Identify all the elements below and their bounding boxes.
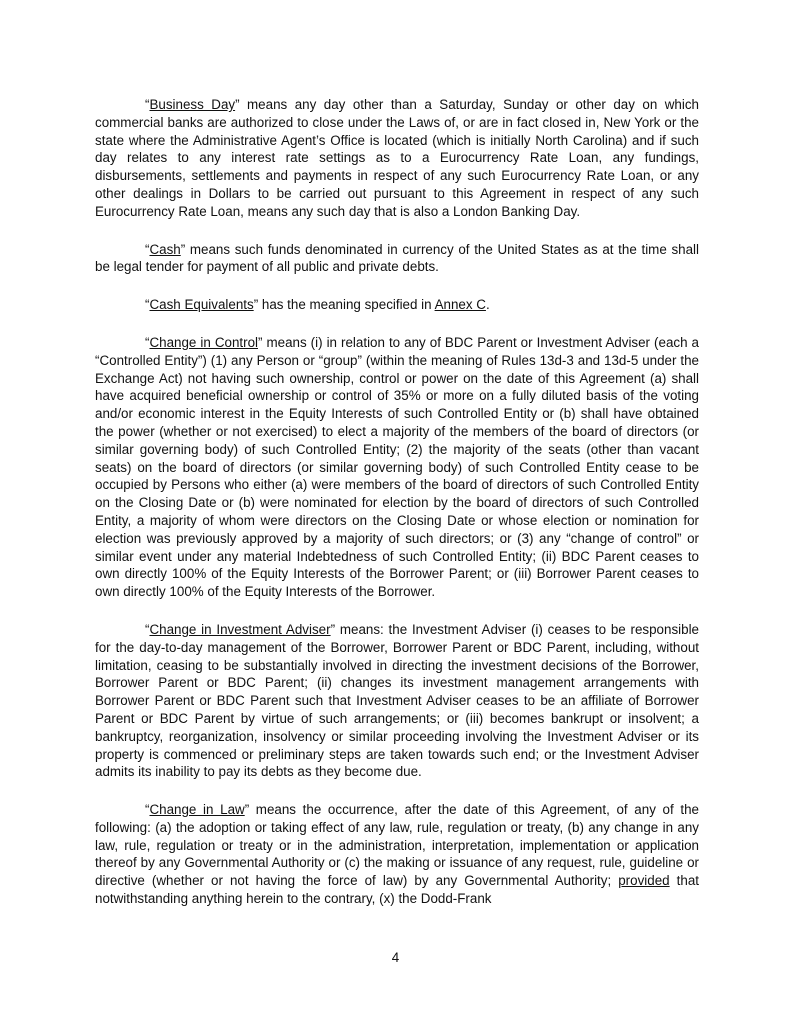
document-page xyxy=(95,96,699,928)
definition-text: ” has the meaning specified in xyxy=(253,297,435,313)
defined-term: Change in Investment Adviser xyxy=(149,621,331,637)
definition-cash: “Cash” means such funds denominated in currency of the United States as at the time shall be legal tender for payment of all public and private debts. xyxy=(95,241,699,275)
defined-term: Cash Equivalents xyxy=(149,297,254,313)
definition-text: ” means (i) in relation to any of BDC Parent or Investment Adviser (each a “Controlled Entity”) (1) any Person or “group” (within the meaning of Rules 13d-3 and 13d-5 under the Exchange Act) not having such ownership, control or power on the date of this Agreement (a) shall have acquired beneficial ownership or control of 35% or more on a fully diluted basis of the voting and/or economic interest in the Equity Interests of such Controlled Entity or (b) shall have obtained the power (whether or not exercised) to elect a majority of the members of the board of directors (or similar governing body) of such Controlled Entity; (2) the majority of the seats (other than vacant seats) on the board of directors (or similar governing body) of such Controlled Entity cease to be occupied by Persons who either (a) were members of the board of directors of such Controlled Entity on the Closing Date or (b) were nominated for election by the board of directors of such Controlled Entity, a majority of whom were directors on the Closing Date or whose election or nomination for election was previously approved by a majority of such directors; or (3) any “change of control” or similar event under any material Indebtedness of such Controlled Entity; (ii) BDC Parent ceases to own directly 100% of the Equity Interests of the Borrower Parent; or (iii) Borrower Parent ceases to own directly 100% of the Equity Interests of the Borrower. xyxy=(95,334,699,600)
definition-business-day: “Business Day” means any day other than a Saturday, Sunday or other day on which commercial banks are authorized to close under the Laws of, or are in fact closed in, New York or the state where the Administrative Agent’s Office is located (which is initially North Carolina) and if such day relates to any interest rate settings as to a Eurocurrency Rate Loan, any fundings, disbursements, settlements and payments in respect of any such Eurocurrency Rate Loan, or any other dealings in Dollars to be carried out pursuant to this Agreement in respect of any such Eurocurrency Rate Loan, means any such day that is also a London Banking Day. xyxy=(95,97,699,219)
definition-text: ” means the occurrence, after the date of this Agreement, of any of the following: (a) the adoption or taking effect of any law, rule, regulation or treaty, (b) any change in any law, rule, regulation or treaty or in the administration, interpretation, implementation or application thereof by any Governmental Authority or (c) the making or issuance of any request, rule, guideline or directive (whether or not having the force of law) by any Governmental Authority; xyxy=(95,802,699,889)
definition-change-in-law: “Change in Law” means the occurrence, after the date of this Agreement, of any of the following: (a) the adoption or taking effect of any law, rule, regulation or treaty, (b) any change in any law, rule, regulation or treaty or in the administration, interpretation, implementation or application thereof by any Governmental Authority or (c) the making or issuance of any request, rule, guideline or directive (whether or not having the force of law) by any Governmental Authority; provided that notwithstanding anything herein to the contrary, (x) the Dodd-Frank xyxy=(95,802,699,907)
definition-tail: . xyxy=(485,297,490,313)
page-number: 4 xyxy=(391,950,400,965)
definition-tail: that notwithstanding anything herein to the contrary, (x) the Dodd-Frank xyxy=(95,873,699,907)
annex-reference: Annex C xyxy=(434,297,486,313)
proviso-term: provided xyxy=(618,873,670,889)
definition-cash-equivalents: “Cash Equivalents” has the meaning specified in Annex C. xyxy=(145,297,490,313)
definition-text: ” means any day other than a Saturday, Sunday or other day on which commercial banks are authorized to close under the Laws of, or are in fact closed in, New York or the state where the Administrative Agent’s Office is located (which is initially North Carolina) and if such day relates to any interest rate settings as to a Eurocurrency Rate Loan, any fundings, disbursements, settlements and payments in respect of any such Eurocurrency Rate Loan, or any other dealings in Dollars to be carried out pursuant to this Agreement in respect of any such Eurocurrency Rate Loan, means any such day that is also a London Banking Day. xyxy=(95,97,699,219)
definition-change-in-control: “Change in Control” means (i) in relation to any of BDC Parent or Investment Adviser (each a “Controlled Entity”) (1) any Person or “group” (within the meaning of Rules 13d-3 and 13d-5 under the Exchange Act) not having such ownership, control or power on the date of this Agreement (a) shall have acquired beneficial ownership or control of 35% or more on a fully diluted basis of the voting and/or economic interest in the Equity Interests of such Controlled Entity or (b) shall have obtained the power (whether or not exercised) to elect a majority of the members of the board of directors (or similar governing body) of such Controlled Entity; (2) the majority of the seats (other than vacant seats) on the board of directors (or similar governing body) of such Controlled Entity cease to be occupied by Persons who either (a) were members of the board of directors of such Controlled Entity on the Closing Date or (b) were nominated for election by the board of directors of such Controlled Entity, a majority of whom were directors on the Closing Date or whose election or nomination for election was previously approved by a majority of such directors; or (3) any “change of control” or similar event under any material Indebtedness of such Controlled Entity; (ii) BDC Parent ceases to own directly 100% of the Equity Interests of the Borrower Parent; or (iii) Borrower Parent ceases to own directly 100% of the Equity Interests of the Borrower. xyxy=(95,334,699,600)
definition-change-in-investment-adviser: “Change in Investment Adviser” means: the Investment Adviser (i) ceases to be responsible for the day-to-day management of the Borrower, Borrower Parent or BDC Parent, including, without limitation, ceasing to be substantially involved in directing the investment decisions of the Borrower, Borrower Parent or BDC Parent; (ii) changes its investment management arrangements with Borrower Parent or BDC Parent such that Investment Adviser ceases to be an affiliate of Borrower Parent or BDC Parent by virtue of such arrangements; or (iii) becomes bankrupt or insolvent; a bankruptcy, reorganization, insolvency or similar proceeding involving the Investment Adviser or its property is commenced or preliminary steps are taken towards such end; or the Investment Adviser admits its inability to pay its debts as they become due. xyxy=(95,621,699,780)
defined-term: Business Day xyxy=(149,97,236,112)
defined-term: Change in Law xyxy=(149,802,245,818)
defined-term: Cash xyxy=(149,241,181,257)
definition-text: ” means such funds denominated in currency of the United States as at the time shall be legal tender for payment of all public and private debts. xyxy=(95,241,699,275)
definition-text: ” means: the Investment Adviser (i) ceases to be responsible for the day-to-day management of the Borrower, Borrower Parent or BDC Parent, including, without limitation, ceasing to be substantially involved in directing the investment decisions of the Borrower, Borrower Parent or BDC Parent; (ii) changes its investment management arrangements with Borrower Parent or BDC Parent such that Investment Adviser ceases to be an affiliate of Borrower Parent or BDC Parent by virtue of such arrangements; or (iii) becomes bankrupt or insolvent; a bankruptcy, reorganization, insolvency or similar proceeding involving the Investment Adviser or its property is commenced or preliminary steps are taken towards such end; or the Investment Adviser admits its inability to pay its debts as they become due. xyxy=(95,621,699,780)
defined-term: Change in Control xyxy=(149,334,258,350)
